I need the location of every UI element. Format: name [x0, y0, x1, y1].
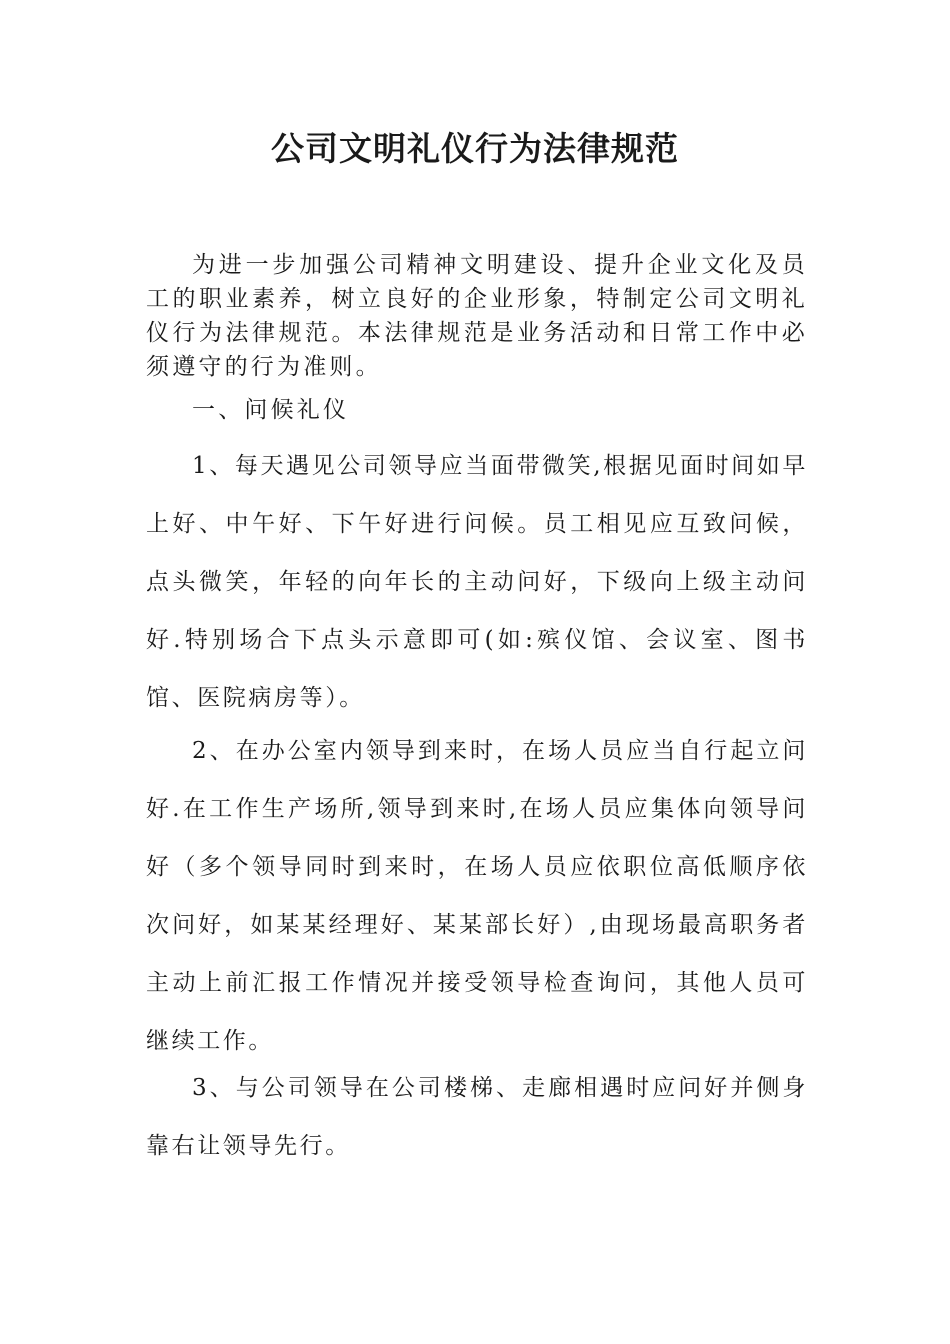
rule-item-3: 3、与公司领导在公司楼梯、走廊相遇时应问好并侧身靠右让领导先行。 — [146, 1075, 808, 1159]
rule-item-2: 2、在办公室内领导到来时，在场人员应当自行起立问好.在工作生产场所,领导到来时,在场人员应集体向领导问好（多个领导同时到来时，在场人员应依职位高低顺序依次问好，如某某经理好、某某部长好）,由现场最高职务者主动上前汇报工作情况并接受领导检查询问，其他人员可继续工作。 — [146, 738, 808, 1054]
section-heading-greeting: 一、问候礼仪 — [192, 397, 350, 423]
rule-item-1: 1、每天遇见公司领导应当面带微笑,根据见面时间如早上好、中午好、下午好进行问候。员工相见应互致问候，点头微笑，年轻的向年长的主动问好，下级向上级主动问好.特别场合下点头示意即可(如:殡仪馆、会议室、图书馆、医院病房等）。 — [146, 453, 808, 711]
document-title: 公司文明礼仪行为法律规范 — [271, 129, 679, 168]
intro-paragraph: 为进一步加强公司精神文明建设、提升企业文化及员工的职业素养，树立良好的企业形象，特制定公司文明礼仪行为法律规范。本法律规范是业务活动和日常工作中必须遵守的行为准则。 — [146, 252, 808, 380]
